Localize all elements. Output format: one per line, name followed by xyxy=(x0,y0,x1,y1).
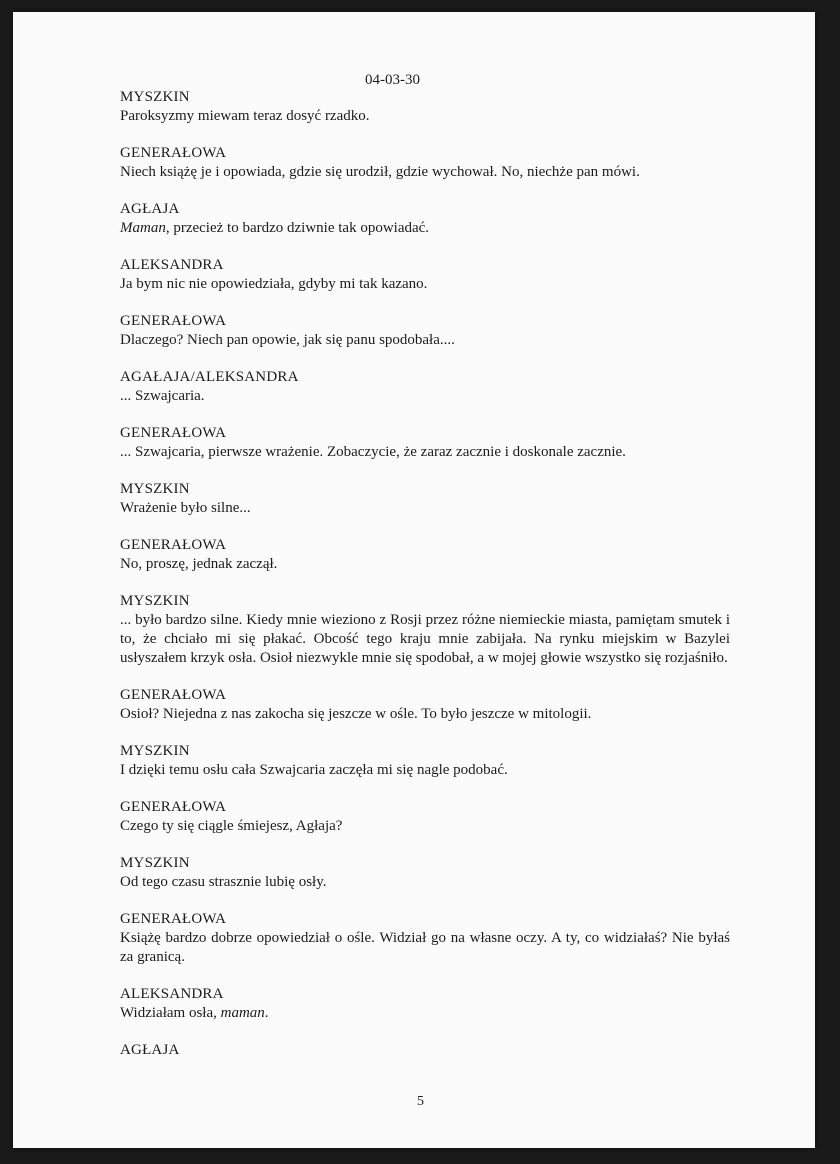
dialogue-text: , przecież to bardzo dziwnie tak opowiadać. xyxy=(165,220,430,236)
speaker-name: GENERAŁOWA xyxy=(120,911,227,927)
speaker-name: AGŁAJA xyxy=(120,201,180,217)
dialogue-text: Ja bym nic nie opowiedziała, gdyby mi tak kazano. xyxy=(120,276,428,292)
speaker-name: GENERAŁOWA xyxy=(120,425,227,441)
dialogue-line xyxy=(120,817,730,836)
dialogue-line xyxy=(120,107,730,126)
speaker-name: MYSZKIN xyxy=(120,855,190,871)
speaker-name: MYSZKIN xyxy=(120,481,190,497)
speaker-name: AGAŁAJA/ALEKSANDRA xyxy=(120,369,299,385)
dialogue-block xyxy=(120,88,730,126)
speaker-name: GENERAŁOWA xyxy=(120,145,227,161)
speaker-name: ALEKSANDRA xyxy=(120,986,224,1002)
dialogue-block xyxy=(120,1041,730,1060)
dialogue-text: Czego ty się ciągle śmiejesz, Agłaja? xyxy=(120,818,343,834)
speaker-name: GENERAŁOWA xyxy=(120,537,227,553)
dialogue-block xyxy=(120,742,730,780)
dialogue-text: Książę bardzo dobrze opowiedział o ośle. Widział go na własne oczy. A ty, co widziałaś? Nie byłaś za granicą. xyxy=(120,930,730,965)
speaker-name: ALEKSANDRA xyxy=(120,257,224,273)
dialogue-block xyxy=(120,256,730,294)
dialogue-text: Paroksyzmy miewam teraz dosyć rzadko. xyxy=(120,108,370,124)
dialogue-block xyxy=(120,686,730,724)
dialogue-line xyxy=(120,219,730,238)
dialogue-text: ... było bardzo silne. Kiedy mnie wieziono z Rosji przez różne niemieckie miasta, pamiętam smutek i to, że chciało mi się płakać. Obcość tego kraju mnie zabijała. Na rynku miejskim w Bazylei usłyszałem krzyk osła. Osioł niezwykle mnie się spodobał, a w mojej głowie wszystko się rozjaśniło. xyxy=(120,612,730,666)
page-number: 5 xyxy=(417,1094,424,1109)
dialogue-line xyxy=(120,163,730,182)
dialogue-line xyxy=(120,499,730,518)
dialogue-text: Dlaczego? Niech pan opowie, jak się panu spodobała.... xyxy=(120,332,455,348)
speaker-name: AGŁAJA xyxy=(120,1042,180,1058)
dialogue-text-italic: maman xyxy=(220,1005,265,1021)
header-date: 04-03-30 xyxy=(365,72,420,88)
dialogue-line xyxy=(120,387,730,406)
dialogue-text: Wrażenie było silne... xyxy=(120,500,251,516)
dialogue-text-italic: Maman xyxy=(120,220,166,236)
dialogue-text: Niech książę je i opowiada, gdzie się urodził, gdzie wychował. No, niechże pan mówi. xyxy=(120,164,640,180)
dialogue-block xyxy=(120,424,730,462)
dialogue-block xyxy=(120,798,730,836)
speaker-name: MYSZKIN xyxy=(120,89,190,105)
dialogue-line xyxy=(120,555,730,574)
speaker-name: GENERAŁOWA xyxy=(120,687,227,703)
dialogue-block xyxy=(120,200,730,238)
dialogue-block xyxy=(120,854,730,892)
script-content xyxy=(120,88,730,1078)
dialogue-text: No, proszę, jednak zaczął. xyxy=(120,556,278,572)
dialogue-line xyxy=(120,705,730,724)
speaker-name: MYSZKIN xyxy=(120,743,190,759)
dialogue-line xyxy=(120,761,730,780)
dialogue-line xyxy=(120,1004,730,1023)
document-page xyxy=(13,12,815,1148)
dialogue-block xyxy=(120,480,730,518)
dialogue-text: . xyxy=(264,1005,269,1021)
dialogue-text: Widziałam osła, xyxy=(120,1005,221,1021)
dialogue-block xyxy=(120,592,730,668)
speaker-name: MYSZKIN xyxy=(120,593,190,609)
dialogue-block xyxy=(120,910,730,967)
speaker-name: GENERAŁOWA xyxy=(120,313,227,329)
dialogue-block xyxy=(120,536,730,574)
dialogue-text: ... Szwajcaria, pierwsze wrażenie. Zobaczycie, że zaraz zacznie i doskonale zacznie. xyxy=(120,444,626,460)
dialogue-line xyxy=(120,275,730,294)
speaker-name: GENERAŁOWA xyxy=(120,799,227,815)
dialogue-line xyxy=(120,331,730,350)
dialogue-line xyxy=(120,443,730,462)
dialogue-block xyxy=(120,144,730,182)
dialogue-text: I dzięki temu osłu cała Szwajcaria zaczęła mi się nagle podobać. xyxy=(120,762,508,778)
dialogue-text: Od tego czasu strasznie lubię osły. xyxy=(120,874,327,890)
dialogue-line xyxy=(120,929,730,967)
dialogue-line xyxy=(120,611,730,668)
dialogue-block xyxy=(120,368,730,406)
dialogue-text: ... Szwajcaria. xyxy=(120,388,205,404)
dialogue-block xyxy=(120,312,730,350)
dialogue-block xyxy=(120,985,730,1023)
dialogue-line xyxy=(120,873,730,892)
dialogue-text: Osioł? Niejedna z nas zakocha się jeszcze w ośle. To było jeszcze w mitologii. xyxy=(120,706,592,722)
